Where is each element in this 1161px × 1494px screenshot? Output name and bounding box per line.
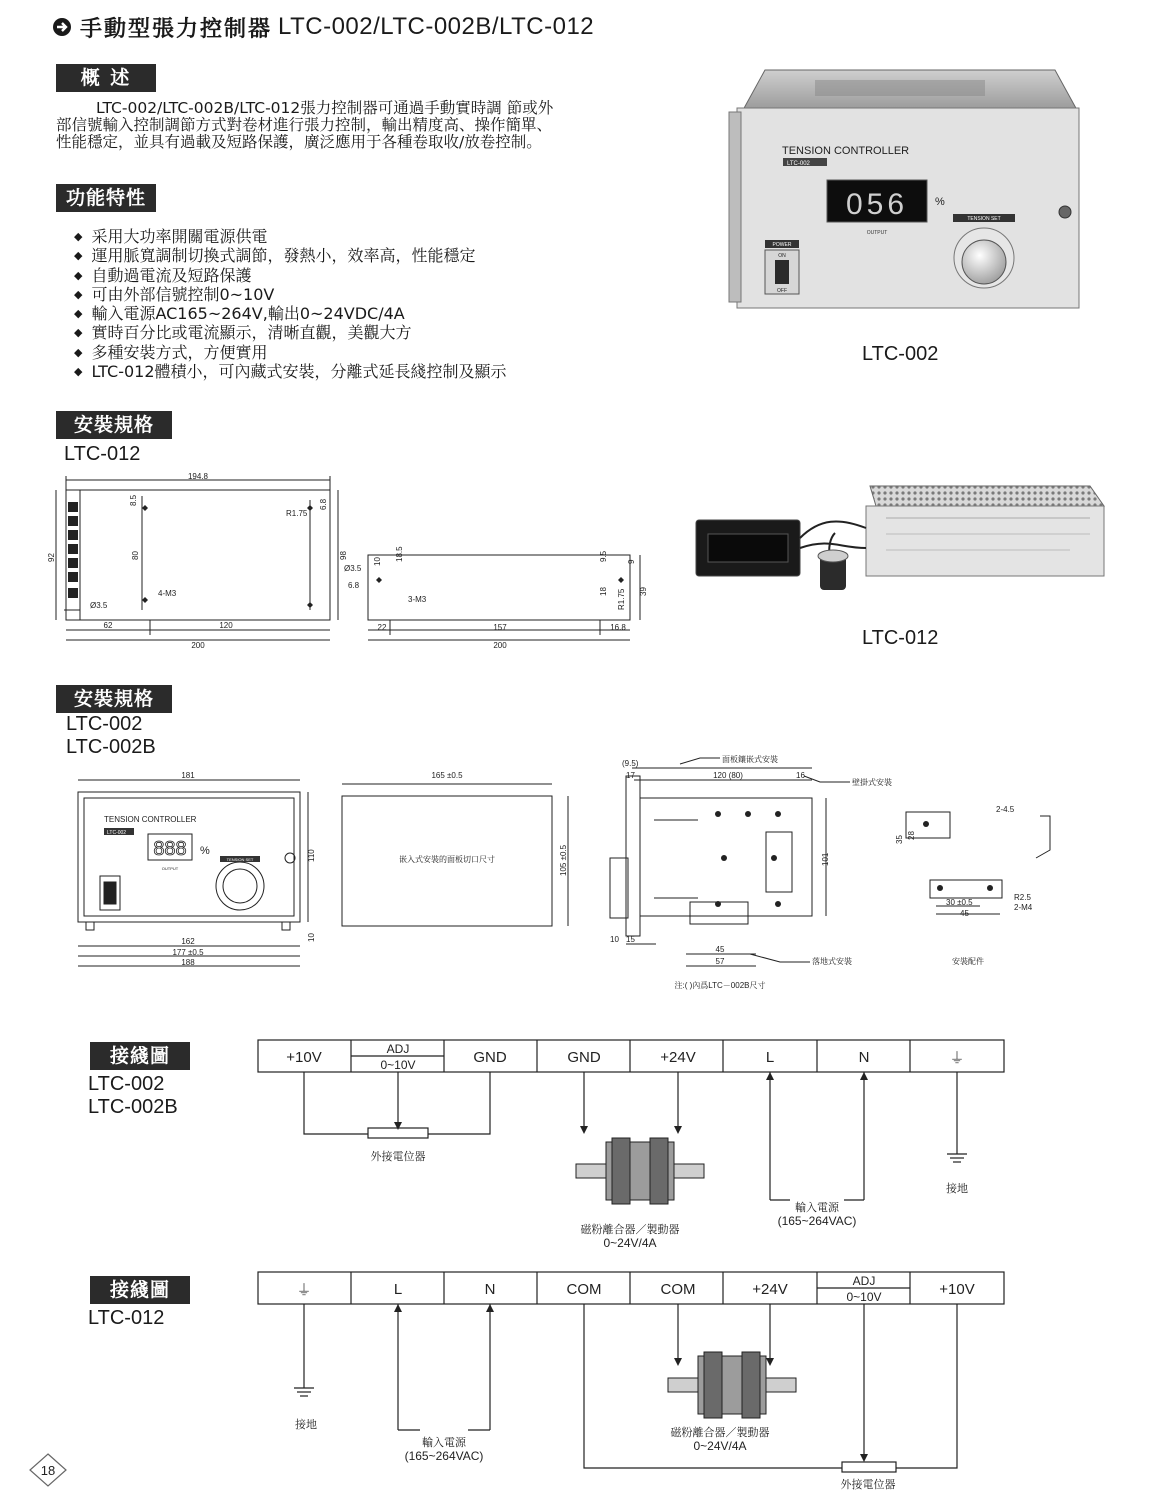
photo-ltc-002-caption: LTC-002 bbox=[862, 343, 939, 365]
bracket-label: 安裝配件 bbox=[952, 957, 984, 966]
terminal-label: GND bbox=[567, 1049, 601, 1066]
wiring-012-model: LTC-012 bbox=[88, 1307, 165, 1329]
install-012-heading: 安裝規格 bbox=[56, 411, 172, 439]
overview-line: LTC-002/LTC-002B/LTC-012張力控制器可通過手動實時調 節或外 bbox=[96, 99, 554, 117]
dim-label: 92 bbox=[47, 553, 56, 562]
power-spec: (165~264VAC) bbox=[404, 1449, 484, 1463]
side-note-wall: 壁掛式安裝 bbox=[852, 778, 892, 787]
overview-line: 部信號輸入控制調節方式對卷材進行張力控制，輸出精度高、操作簡單、 bbox=[56, 116, 553, 134]
photo-power-label: POWER bbox=[772, 242, 792, 248]
page-number: 18 bbox=[40, 1463, 56, 1478]
drawing-ltc-002 bbox=[60, 755, 1060, 998]
terminal-label: +24V bbox=[752, 1281, 788, 1298]
dim-label: 57 bbox=[715, 957, 725, 966]
brake-spec: 0~24V/4A bbox=[603, 1236, 657, 1250]
power-label: 輸入電源 bbox=[422, 1437, 466, 1449]
dim-label: 165 ±0.5 bbox=[431, 771, 463, 780]
dim-label: 194.8 bbox=[187, 472, 209, 481]
terminal-label: COM bbox=[660, 1281, 696, 1298]
dim-label: 157 bbox=[493, 623, 507, 632]
wiring-002-heading: 接綫圖 bbox=[90, 1042, 190, 1070]
wiring-012-heading: 接綫圖 bbox=[90, 1276, 190, 1304]
dim-label: 200 bbox=[191, 641, 205, 650]
page-title-models: LTC-002/LTC-002B/LTC-012 bbox=[278, 13, 595, 40]
front-tension-label: TENSION SET bbox=[226, 857, 254, 862]
wiring-002-model-2: LTC-002B bbox=[88, 1096, 178, 1118]
dim-label: 18.5 bbox=[395, 546, 404, 562]
pot-label: 外接電位器 bbox=[840, 1479, 896, 1491]
drawing-ltc-012 bbox=[47, 470, 650, 660]
photo-panel-model: LTC-002 bbox=[787, 161, 810, 167]
front-panel-model: LTC-002 bbox=[107, 830, 127, 836]
terminal-label: +24V bbox=[660, 1049, 696, 1066]
terminal-label: L bbox=[765, 1049, 775, 1066]
install-002-model-2: LTC-002B bbox=[66, 736, 156, 758]
dim-label: 10 bbox=[373, 557, 382, 566]
page-title-cn: 手動型張力控制器 bbox=[80, 16, 273, 42]
magnetic-brake-icon bbox=[668, 1352, 796, 1418]
brake-spec: 0~24V/4A bbox=[693, 1439, 747, 1453]
dim-label: 80 bbox=[131, 551, 140, 560]
side-note: 注:( )內爲LTC－002B尺寸 bbox=[674, 981, 766, 990]
photo-ltc-012 bbox=[690, 478, 1110, 608]
page-number-badge bbox=[28, 1452, 68, 1488]
photo-output-label: OUTPUT bbox=[866, 230, 888, 236]
dim-label: R1.75 bbox=[286, 509, 308, 518]
dim-label: 120 bbox=[219, 621, 233, 630]
feature-item: ◆ 輸入電源AC165~264V,輸出0~24VDC/4A bbox=[74, 305, 634, 324]
overview-heading: 概 述 bbox=[56, 64, 156, 92]
dim-label: 6.8 bbox=[348, 581, 360, 590]
photo-unit: % bbox=[935, 196, 945, 208]
feature-item: ◆ 自動過電流及短路保護 bbox=[74, 267, 634, 286]
ground-label: 接地 bbox=[946, 1183, 968, 1195]
side-note-floor: 落地式安裝 bbox=[812, 957, 852, 966]
terminal-label: N bbox=[858, 1049, 870, 1066]
dim-label: 45 bbox=[960, 909, 969, 918]
dim-label: (9.5) bbox=[622, 759, 639, 768]
wiring-002-model-1: LTC-002 bbox=[88, 1073, 165, 1095]
side-note-panel: 面板鑲嵌式安裝 bbox=[722, 755, 778, 764]
ground-label: 接地 bbox=[295, 1419, 317, 1431]
terminal-label: GND bbox=[473, 1049, 507, 1066]
front-panel-title: TENSION CONTROLLER bbox=[104, 815, 197, 824]
photo-ltc-012-caption: LTC-012 bbox=[862, 627, 939, 649]
pot-label: 外接電位器 bbox=[370, 1151, 426, 1163]
brake-label: 磁粉離合器／製動器 bbox=[580, 1224, 680, 1236]
dim-label: 15 bbox=[626, 935, 635, 944]
terminal-label: 0~10V bbox=[380, 1058, 416, 1072]
dim-label: 98 bbox=[339, 551, 348, 560]
terminal-label: ADJ bbox=[852, 1274, 876, 1288]
dim-label: 17 bbox=[626, 771, 635, 780]
dim-label: 2-4.5 bbox=[996, 805, 1015, 814]
dim-label: 188 bbox=[181, 958, 195, 967]
photo-on-label: ON bbox=[778, 253, 786, 259]
install-002-model-1: LTC-002 bbox=[66, 713, 143, 735]
dim-label: 10 bbox=[307, 933, 316, 942]
dim-label: 105 ±0.5 bbox=[559, 844, 568, 876]
dim-label: 162 bbox=[181, 937, 195, 946]
dim-label: R1.75 bbox=[617, 588, 626, 610]
photo-off-label: OFF bbox=[777, 288, 787, 294]
dim-label: 35 bbox=[895, 835, 904, 844]
install-002-heading: 安裝規格 bbox=[56, 685, 172, 713]
feature-item: ◆ 運用脈寬調制切換式調節，發熱小，效率高，性能穩定 bbox=[74, 247, 634, 266]
terminal-label: COM bbox=[566, 1281, 602, 1298]
feature-item: ◆ 采用大功率開關電源供電 bbox=[74, 228, 634, 247]
dim-label: 4-M3 bbox=[158, 589, 177, 598]
wiring-diagram-012 bbox=[250, 1264, 1050, 1494]
feature-item: ◆ 可由外部信號控制0~10V bbox=[74, 286, 634, 305]
cutout-label: 嵌入式安裝的面板切口尺寸 bbox=[399, 855, 495, 864]
dim-label: 9.5 bbox=[599, 550, 608, 562]
dim-label: 18 bbox=[599, 587, 608, 596]
page-header bbox=[52, 12, 594, 42]
features-list bbox=[74, 228, 634, 382]
dim-label: 62 bbox=[103, 621, 113, 630]
magnetic-brake-icon bbox=[576, 1138, 704, 1204]
dim-label: 30 ±0.5 bbox=[946, 898, 973, 907]
dim-label: 8.5 bbox=[129, 494, 138, 506]
dim-label: 22 bbox=[377, 623, 387, 632]
photo-tension-label: TENSION SET bbox=[967, 216, 1001, 222]
dim-label: 16.8 bbox=[610, 623, 626, 632]
terminal-label: ⏚ bbox=[296, 1282, 312, 1299]
dim-label: 110 bbox=[307, 849, 316, 862]
brake-label: 磁粉離合器／製動器 bbox=[670, 1427, 770, 1439]
feature-item: ◆ 多種安裝方式，方便實用 bbox=[74, 344, 634, 363]
dim-label: 3-M3 bbox=[408, 595, 427, 604]
terminal-label: 0~10V bbox=[846, 1290, 882, 1304]
photo-ltc-002 bbox=[725, 62, 1085, 322]
terminal-label: +10V bbox=[939, 1281, 975, 1298]
dim-label: 120 (80) bbox=[713, 771, 743, 780]
dim-label: 177 ±0.5 bbox=[172, 948, 204, 957]
dim-label: 39 bbox=[639, 587, 648, 596]
terminal-label: +10V bbox=[286, 1049, 322, 1066]
dim-label: Ø3.5 bbox=[90, 601, 108, 610]
dim-label: 10 bbox=[610, 935, 619, 944]
front-output-label: OUTPUT bbox=[161, 866, 179, 871]
feature-item: ◆ LTC-012體積小，可內藏式安裝，分離式延長綫控制及顯示 bbox=[74, 363, 634, 382]
dim-label: 2-M4 bbox=[1014, 903, 1033, 912]
dim-label: 6.8 bbox=[319, 498, 328, 510]
feature-item: ◆ 實時百分比或電流顯示，清晰直觀，美觀大方 bbox=[74, 324, 634, 343]
terminal-label: ADJ bbox=[386, 1042, 410, 1056]
terminal-label: ⏚ bbox=[949, 1050, 965, 1067]
arrow-circle-icon bbox=[52, 17, 72, 37]
dim-label: 9 bbox=[627, 559, 636, 564]
dim-label: 200 bbox=[493, 641, 507, 650]
overview-text bbox=[56, 100, 696, 151]
install-012-model: LTC-012 bbox=[64, 443, 141, 465]
dim-label: 45 bbox=[715, 945, 725, 954]
dim-label: Ø3.5 bbox=[344, 564, 362, 573]
dim-label: R2.5 bbox=[1014, 893, 1031, 902]
features-heading: 功能特性 bbox=[56, 184, 156, 212]
power-label: 輸入電源 bbox=[795, 1202, 839, 1214]
photo-panel-title: TENSION CONTROLLER bbox=[782, 145, 910, 157]
photo-display: 056 bbox=[845, 188, 909, 221]
dim-label: 181 bbox=[181, 771, 195, 780]
front-display: 888 bbox=[153, 838, 187, 860]
power-spec: (165~264VAC) bbox=[777, 1214, 857, 1228]
terminal-label: L bbox=[393, 1281, 403, 1298]
front-unit: % bbox=[200, 845, 210, 857]
overview-line: 性能穩定，並具有過載及短路保護，廣泛應用于各種卷取收/放卷控制。 bbox=[56, 133, 542, 151]
terminal-label: N bbox=[484, 1281, 496, 1298]
dim-label: 16 bbox=[796, 771, 805, 780]
dim-label: 28 bbox=[907, 831, 916, 840]
wiring-diagram-002 bbox=[250, 1030, 1050, 1260]
dim-label: 101 bbox=[821, 852, 830, 866]
